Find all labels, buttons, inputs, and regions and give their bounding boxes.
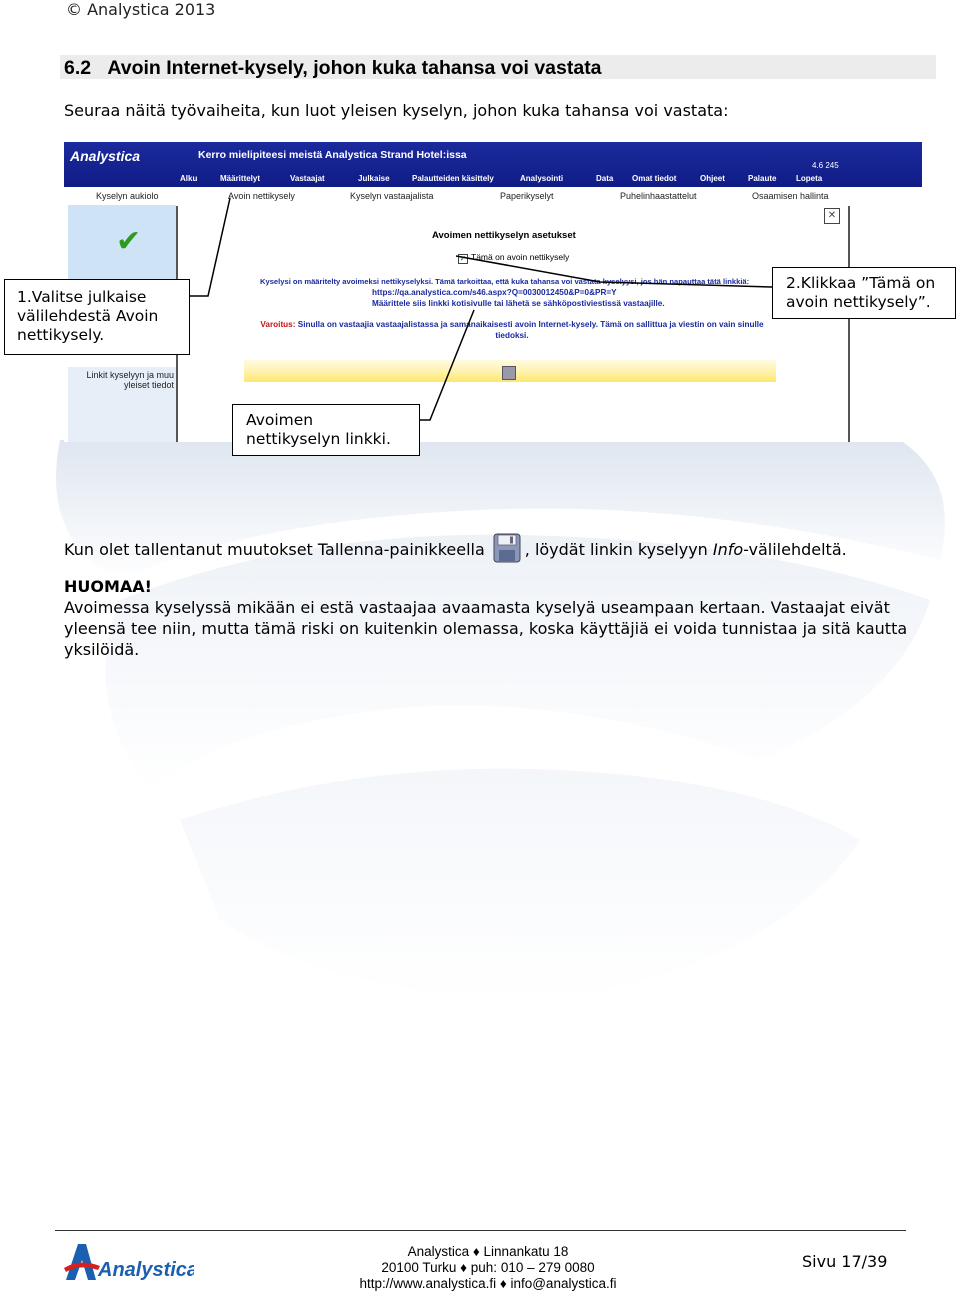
p1-text-after: , löydät linkin kyselyyn <box>524 540 713 559</box>
app-title: Kerro mielipiteesi meistä Analystica Strand Hotel:issa <box>198 149 467 161</box>
callout-step-2: 2.Klikkaa ”Tämä on avoin nettikysely”. <box>772 267 956 319</box>
nav-item-lopeta[interactable]: Lopeta <box>796 174 823 183</box>
section-heading <box>64 57 602 80</box>
footer-address-line-2: 20100 Turku ♦ puh: 010 – 279 0080 <box>381 1260 595 1275</box>
nav-item-vastaajat[interactable]: Vastaajat <box>290 174 325 183</box>
tab-paperikyselyt[interactable]: Paperikyselyt <box>500 191 554 201</box>
tab-avoin-nettikysely[interactable]: Avoin nettikysely <box>228 191 295 201</box>
tab-puhelinhaastattelut[interactable]: Puhelinhaastattelut <box>620 191 697 201</box>
dialog-description <box>260 276 749 309</box>
dialog-desc-line-2: Määrittele siis linkki kotisivulle tai lähetä se sähköpostiviestissä vastaajille. <box>372 299 665 308</box>
footer-logo-text: Analystica <box>98 1259 194 1281</box>
section-number: 6.2 <box>64 57 92 79</box>
section-title: Avoin Internet-kysely, johon kuka tahansa voi vastata <box>107 57 602 79</box>
nav-item-omat-tiedot[interactable]: Omat tiedot <box>632 174 677 183</box>
floppy-disk-icon[interactable] <box>502 366 516 380</box>
footer-divider <box>55 1230 906 1231</box>
p1-text-end: -välilehdeltä. <box>743 540 847 559</box>
floppy-disk-icon <box>493 533 521 563</box>
dialog-warning <box>252 319 772 341</box>
app-topbar <box>64 142 922 187</box>
note-heading: HUOMAA! <box>64 577 152 596</box>
nav-item-alku[interactable]: Alku <box>180 174 198 183</box>
footer-address-line-1: Analystica ♦ Linnankatu 18 <box>407 1244 569 1259</box>
checkmark-icon: ✔ <box>116 224 142 259</box>
footer-address <box>330 1244 646 1292</box>
callout-link: Avoimen nettikyselyn linkki. <box>232 404 420 456</box>
app-tabs <box>64 187 922 205</box>
paragraph-save-info <box>64 533 847 563</box>
intro-text: Seuraa näitä työvaiheita, kun luot yleisen kyselyn, johon kuka tahansa voi vastata: <box>64 101 729 120</box>
nav-item-analysointi[interactable]: Analysointi <box>520 174 564 183</box>
dialog-title: Avoimen nettikyselyn asetukset <box>432 230 576 241</box>
page-number: Sivu 17/39 <box>802 1252 888 1271</box>
warning-label: Varoitus: <box>260 320 296 329</box>
tab-kyselyn-aukiolo[interactable]: Kyselyn aukiolo <box>96 191 159 201</box>
close-icon[interactable]: ✕ <box>824 208 840 224</box>
open-survey-checkbox-label: Tämä on avoin nettikysely <box>471 252 570 262</box>
warning-text: Sinulla on vastaajia vastaajalistassa ja samanaikaisesti avoin Internet-kysely. Tämä on sallittua ja viestin on vain sinulle tiedoksi. <box>297 320 764 340</box>
nav-item-palautteiden-kasittely[interactable]: Palautteiden käsittely <box>412 174 494 183</box>
nav-item-data[interactable]: Data <box>596 174 614 183</box>
checkbox-icon[interactable]: ✓ <box>459 254 467 263</box>
footer-address-line-3: http://www.analystica.fi ♦ info@analystica.fi <box>359 1276 617 1291</box>
note-paragraph: Avoimessa kyselyssä mikään ei estä vastaajaa avaamasta kyselyä useampaan kertaan. Vastaajat eivät yleensä tee niin, mutta tämä riski on kuitenkin olemassa, koska käyttäjiä ei voida tunnistaa ja sitä kautta yksilöidä. <box>64 598 908 659</box>
app-navbar <box>168 174 922 186</box>
header-copyright: © Analystica 2013 <box>66 0 216 19</box>
nav-item-maarittelyt[interactable]: Määrittelyt <box>220 174 261 183</box>
dialog-desc-line-1: Kyselysi on määritelty avoimeksi nettikyselyksi. Tämä tarkoittaa, että kuka tahansa voi vastata kyselyysi, jos hän napauttaa tätä linkkiä: <box>260 277 750 286</box>
survey-link[interactable]: https://qa.analystica.com/s46.aspx?Q=0030012450&P=0&PR=Y <box>372 288 617 297</box>
nav-item-julkaise[interactable]: Julkaise <box>358 174 390 183</box>
left-panel-links-label: Linkit kyselyyn ja muu yleiset tiedot <box>86 370 174 390</box>
nav-item-ohjeet[interactable]: Ohjeet <box>700 174 725 183</box>
p1-info-italic: Info <box>712 540 744 559</box>
callout-step-1: 1.Valitse julkaise välilehdestä Avoin nettikysely. <box>4 279 190 355</box>
app-version: 4.6 245 <box>812 161 839 170</box>
p1-text-before: Kun olet tallentanut muutokset Tallenna-painikkeella <box>64 540 485 559</box>
app-logo: Analystica <box>70 148 141 164</box>
tab-kyselyn-vastaajalista[interactable]: Kyselyn vastaajalista <box>350 191 434 201</box>
footer-logo <box>62 1238 194 1286</box>
tab-osaamisen-hallinta[interactable]: Osaamisen hallinta <box>752 191 829 201</box>
open-survey-checkbox-row[interactable] <box>458 252 569 264</box>
nav-item-palaute[interactable]: Palaute <box>748 174 777 183</box>
